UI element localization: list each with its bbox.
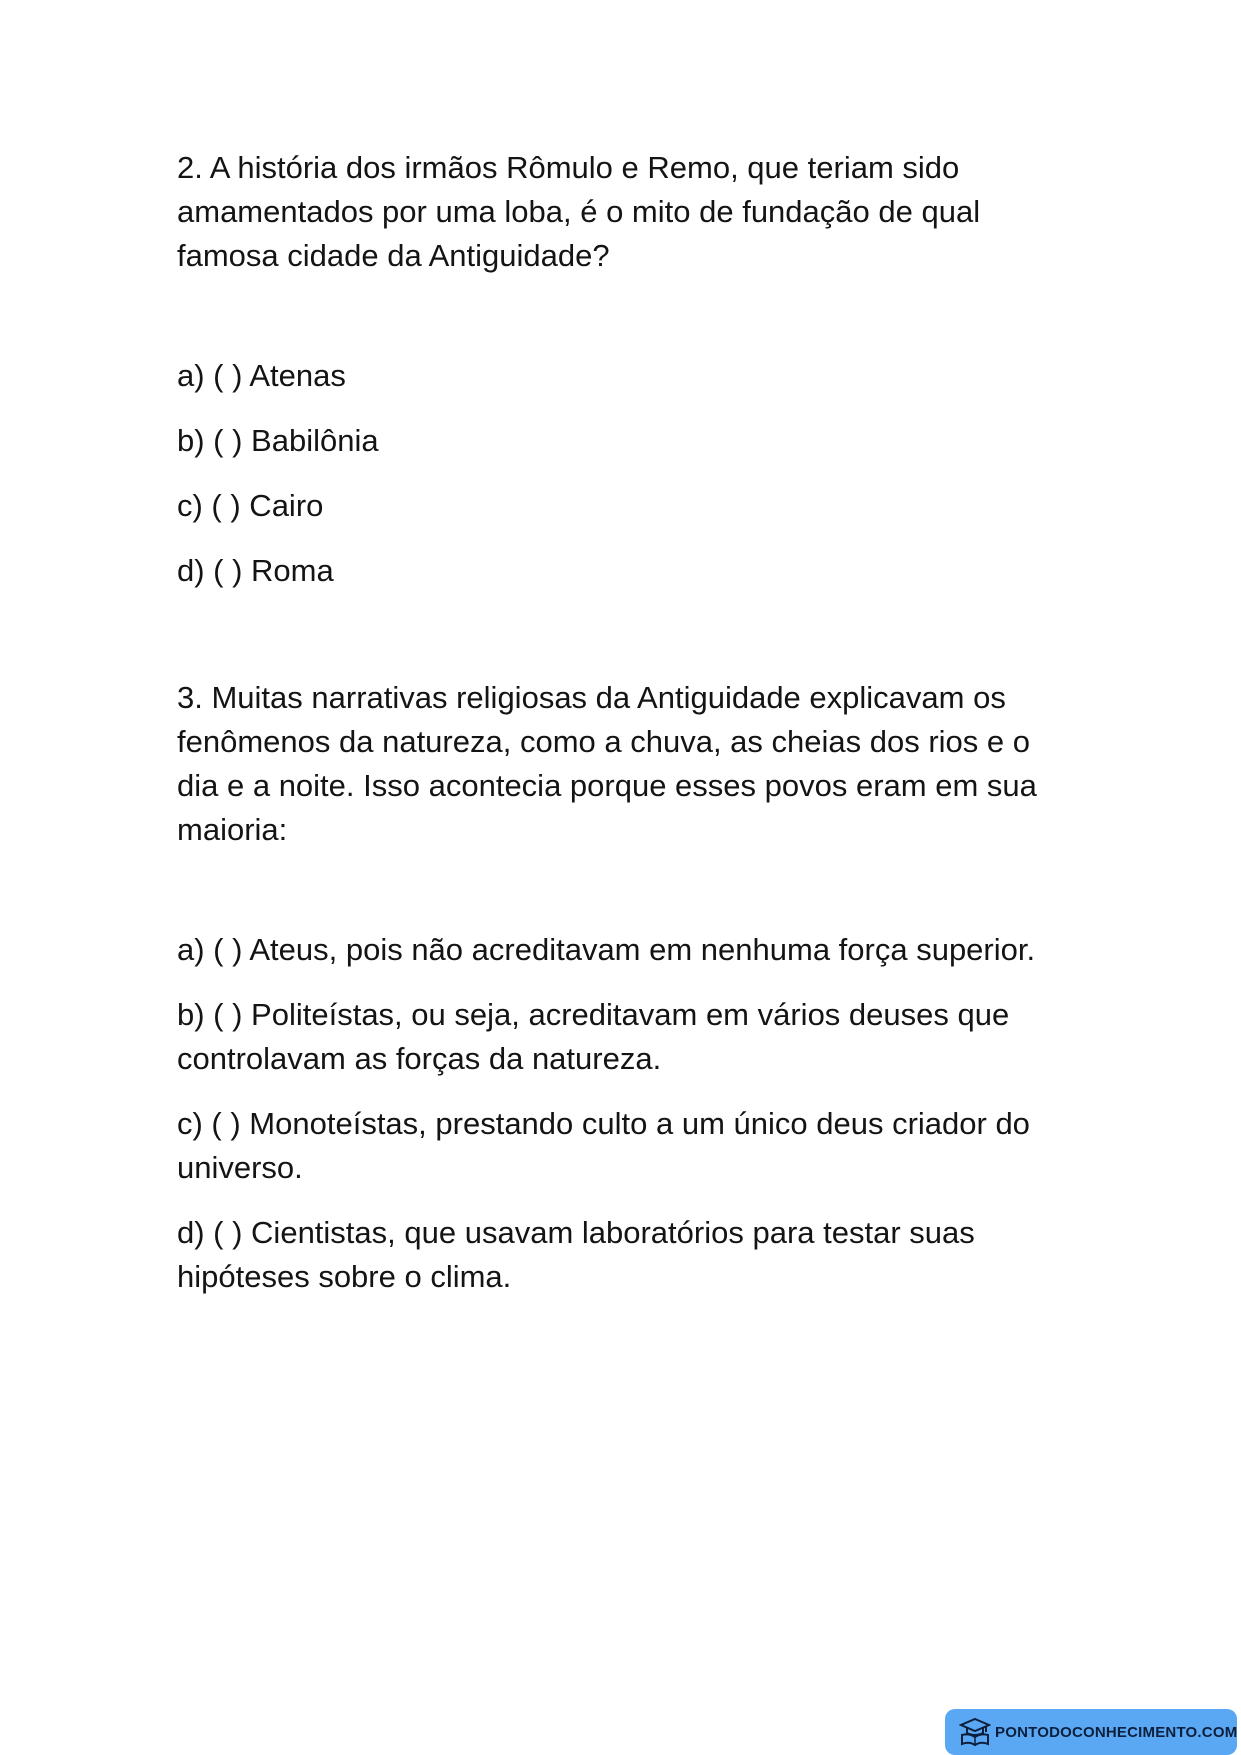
question-2-option-d: d) ( ) Roma xyxy=(177,553,334,588)
question-2-options xyxy=(177,354,1077,593)
question-3-option-b: b) ( ) Politeístas, ou seja, acreditavam em vários deuses que controlavam as forças da natureza. xyxy=(177,997,1010,1076)
graduation-book-icon xyxy=(959,1717,991,1747)
site-name: PONTODOCONHECIMENTO.COM xyxy=(995,1723,1238,1741)
questions-content xyxy=(177,146,1077,1320)
question-3-options xyxy=(177,928,1077,1299)
question-3-option-a: a) ( ) Ateus, pois não acreditavam em nenhuma força superior. xyxy=(177,932,1036,967)
question-2-text: 2. A história dos irmãos Rômulo e Remo, que teriam sido amamentados por uma loba, é o mito de fundação de qual famosa cidade da Antiguidade? xyxy=(177,150,981,273)
question-3-option-d: d) ( ) Cientistas, que usavam laboratórios para testar suas hipóteses sobre o clima. xyxy=(177,1215,975,1294)
question-2-option-c: c) ( ) Cairo xyxy=(177,488,324,523)
site-badge[interactable] xyxy=(945,1709,1237,1755)
question-2-option-a: a) ( ) Atenas xyxy=(177,358,346,393)
question-3-option-c: c) ( ) Monoteístas, prestando culto a um único deus criador do universo. xyxy=(177,1106,1030,1185)
question-2-option-b: b) ( ) Babilônia xyxy=(177,423,379,458)
question-3-text: 3. Muitas narrativas religiosas da Antiguidade explicavam os fenômenos da natureza, como a chuva, as cheias dos rios e o dia e a noite. Isso acontecia porque esses povos eram em sua maioria: xyxy=(177,680,1037,847)
